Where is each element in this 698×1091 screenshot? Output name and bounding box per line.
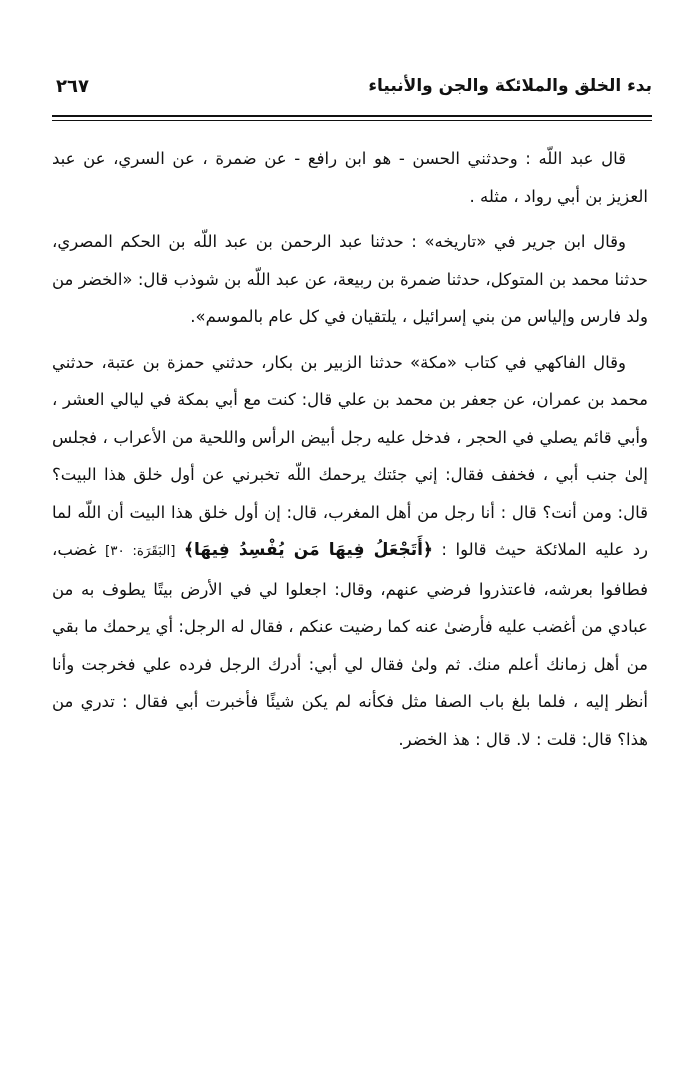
page-header xyxy=(52,70,652,110)
quran-verse: ﴿أَتَجْعَلُ فِيهَا مَن يُفْسِدُ فِيهَا﴾ xyxy=(184,540,433,560)
paragraph-2: وقال ابن جرير في «تاريخه» : حدثنا عبد الرحمن بن عبد اللّه بن الحكم المصري، حدثنا محمد بن المتوكل، حدثنا ضمرة بن ربيعة، عن عبد اللّه بن شوذب قال: «الخضر من ولد فارس وإلياس من بني إسرائيل ، يلتقيان في كل عام بالموسم». xyxy=(52,232,648,326)
quran-reference: [البَقَرَة: ٣٠] xyxy=(105,543,176,559)
header-rule-thin xyxy=(52,120,652,121)
page-number: ٢٦٧ xyxy=(56,76,89,97)
paragraph-1: قال عبد اللّه : وحدثني الحسن - هو ابن رافع - عن ضمرة ، عن السري، عن عبد العزيز بن أبي رواد ، مثله . xyxy=(52,149,648,206)
paragraph-3 xyxy=(52,344,648,759)
running-title: بدء الخلق والملائكة والجن والأنبياء xyxy=(368,76,652,96)
body-text xyxy=(52,140,648,766)
header-rule-thick xyxy=(52,115,652,117)
paragraph-3-before-verse: وقال الفاكهي في كتاب «مكة» حدثنا الزبير بن بكار، حدثني حمزة بن عتبة، حدثني محمد بن عمران، عن جعفر بن محمد بن علي قال: كنت مع أبي بمكة في ليالي العشر ، وأبي قائم يصلي في الحجر ، فدخل عليه رجل أبيض الرأس واللحية من الأعراب ، فجلس إلىٰ جنب أبي ، فخفف فقال: إني جئتك يرحمك اللّه تخبرني عن أول خلق هذا البيت؟ قال: ومن أنت؟ قال : أنا رجل من أهل المغرب، قال: إن أول خلق هذا البيت أن اللّه لما رد عليه الملائكة حيث قالوا : xyxy=(52,352,649,559)
paragraph-3-after-verse: غضب، فطافوا بعرشه، فاعتذروا فرضي عنهم، وقال: اجعلوا لي في الأرض بيتًا يطوف به من عبادي من أغضب عليه فأرضىٰ عنه كما رضيت عنكم ، فقال له الرجل: أي يرحمك ما بقي من أهل زمانك أعلم منك. ثم ولىٰ فقال لي أبي: أدرك الرجل فرده علي فخرجت وأنا أنظر إليه ، فلما بلغ باب الصفا مثل فكأنه لم يكن شيئًا فأخبرت أبي فقال : تدري من هذا؟ قال: قلت : لا. قال : هذ الخضر. xyxy=(52,540,648,749)
